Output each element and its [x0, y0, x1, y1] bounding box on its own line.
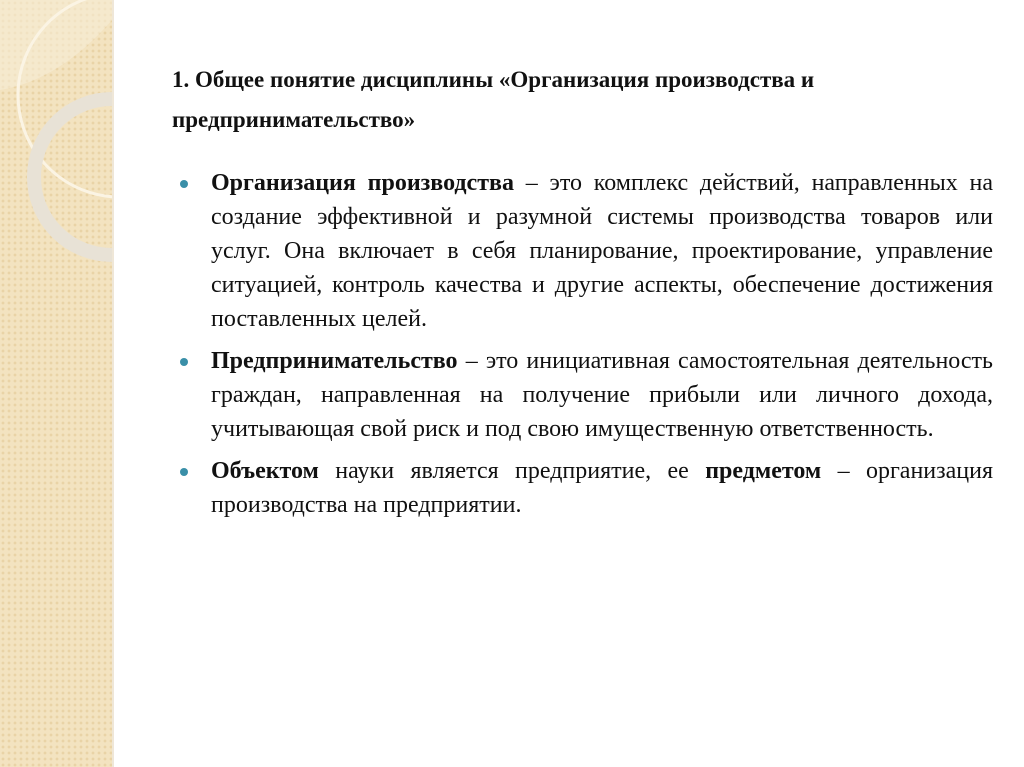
bullet-dot-icon — [180, 358, 188, 366]
bullet-text: – организация производства на предприятии. — [211, 458, 994, 518]
bullet-item — [211, 454, 993, 522]
bullet-text: – это комплекс действий, направленных на создание эффективной и разумной системы производства товаров или услуг. Она включает в себя планирование, проектирование, управление ситуацией, контроль качества и другие аспекты, обеспечение достижения поставленных целей. — [211, 170, 994, 332]
bullet-item — [211, 344, 993, 446]
bullet-list — [211, 166, 993, 530]
bold-term: предметом — [705, 458, 822, 484]
decorative-sidebar — [0, 0, 112, 767]
decorative-circles — [0, 0, 112, 767]
slide-title: 1. Общее понятие дисциплины «Организация производства и предпринимательство» — [172, 67, 815, 132]
bullet-text: – это инициативная самостоятельная деятельность граждан, направленная на получение прибыли или личного дохода, учитывающая свой риск и под свою имущественную ответственность. — [211, 348, 993, 442]
bullet-text: науки является предприятие, ее — [318, 458, 706, 484]
bold-term: Организация производства — [211, 170, 514, 196]
bold-term: Объектом — [211, 458, 319, 484]
bullet-item — [211, 166, 993, 336]
sidebar-edge — [112, 0, 114, 767]
bold-term: Предпринимательство — [211, 348, 458, 374]
bullet-dot-icon — [180, 468, 188, 476]
bullet-dot-icon — [180, 180, 188, 188]
